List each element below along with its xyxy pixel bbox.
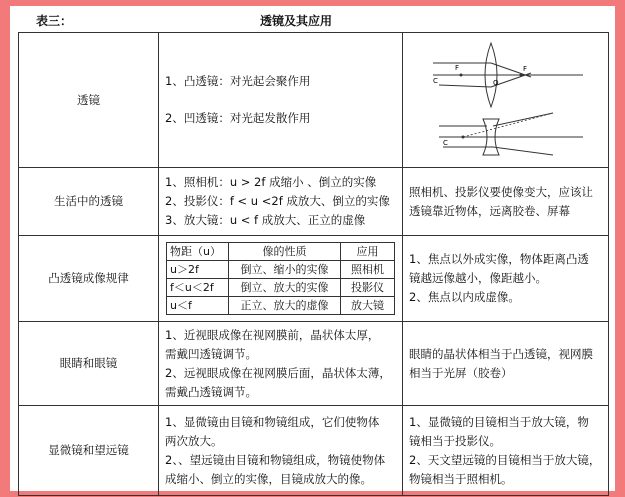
table-row <box>19 322 609 406</box>
row-topic-daily: 生活中的透镜 <box>19 168 159 236</box>
convex-lens-diagram <box>433 43 583 107</box>
row-topic-eye: 眼睛和眼镜 <box>19 322 159 406</box>
table-row <box>167 279 395 297</box>
rule-note <box>403 236 609 322</box>
concave-lens-text: 2、凹透镜：对光起发散作用 <box>165 111 311 125</box>
daily-note <box>403 168 609 236</box>
document-sheet <box>10 6 615 491</box>
c-label-top: C <box>433 77 438 85</box>
lens-ray-diagram <box>403 33 609 161</box>
col-header-image: 像的性质 <box>229 243 341 261</box>
lens-table <box>18 32 609 496</box>
focus-label-right: F <box>523 65 528 73</box>
microscope-text: 两次放大。 <box>165 433 223 448</box>
note-line: 相当于光屏（胶卷） <box>409 365 513 380</box>
eye-note <box>403 322 609 406</box>
application-cell: 照相机 <box>341 261 395 279</box>
eye-description <box>159 322 403 406</box>
telescope-text: 成缩小、倒立的实像，目镜成放大的像。 <box>165 471 372 486</box>
imaging-rule-table <box>166 242 395 315</box>
note-line: 镜越远像越小，像距越小。 <box>409 271 547 285</box>
table-row <box>19 33 609 168</box>
magnifier-text: 3、放大镜：u < f 成放大、正立的虚像 <box>165 213 366 227</box>
concave-lens-diagram <box>439 113 583 155</box>
note-line: 1、显微镜的目镜相当于放大镜，物 <box>409 414 589 429</box>
row-topic-rule: 凸透镜成像规律 <box>19 236 159 322</box>
table-number-label: 表三： <box>36 14 73 28</box>
table-row <box>167 297 395 315</box>
camera-text: 1、照相机：u > 2f 成缩小 、倒立的实像 <box>165 175 377 189</box>
distance-cell: u＜f <box>167 297 229 315</box>
daily-lens-list <box>159 168 403 236</box>
focus-label-left: F <box>455 64 460 72</box>
table-row <box>167 261 395 279</box>
hyperopia-text: 2、远视眼成像在视网膜后面，晶状体太薄， <box>165 365 391 380</box>
table-row <box>19 406 609 496</box>
table-row <box>19 236 609 322</box>
row-topic-scope: 显微镜和望远镜 <box>19 406 159 496</box>
image-cell: 倒立、缩小的实像 <box>229 261 341 279</box>
hyperopia-text: 需戴凸透镜调节。 <box>165 384 257 399</box>
lens-diagram-cell <box>403 33 609 168</box>
c-label-bottom: C <box>443 139 448 147</box>
myopia-text: 1、近视眼成像在视网膜前，晶状体太厚， <box>165 327 380 342</box>
note-line: 眼睛的晶状体相当于凸透镜，视网膜 <box>409 346 593 361</box>
note-line: 2、天文望远镜的目镜相当于放大镜， <box>409 452 601 467</box>
distance-cell: u＞2f <box>167 261 229 279</box>
col-header-distance: 物距（u） <box>167 243 229 261</box>
note-line: 照相机、投影仪要使像变大，应该让 <box>409 184 593 199</box>
note-line: 镜相当于投影仪。 <box>409 433 501 448</box>
col-header-application: 应用 <box>341 243 395 261</box>
scope-note <box>403 406 609 496</box>
application-cell: 放大镜 <box>341 297 395 315</box>
page-title: 透镜及其应用 <box>260 14 333 28</box>
note-line: 透镜靠近物体，远离胶卷、屏幕 <box>409 203 570 218</box>
note-line: 1、焦点以外成实像，物体距离凸透 <box>409 252 589 266</box>
projector-text: 2、投影仪：f < u <2f 成放大、倒立的实像 <box>165 194 390 208</box>
table-row <box>19 168 609 236</box>
note-line: 物镜相当于照相机。 <box>409 471 513 486</box>
distance-cell: f＜u＜2f <box>167 279 229 297</box>
application-cell: 投影仪 <box>341 279 395 297</box>
scope-description <box>159 406 403 496</box>
optical-center-label: O <box>493 79 499 87</box>
microscope-text: 1、显微镜由目镜和物镜组成，它们使物体 <box>165 414 380 429</box>
imaging-rule-cell <box>159 236 403 322</box>
image-cell: 正立、放大的虚像 <box>229 297 341 315</box>
telescope-text: 2、、望远镜由目镜和物镜组成，物镜使物体 <box>165 452 386 467</box>
lens-description <box>159 33 403 168</box>
note-line: 2、焦点以内成虚像。 <box>409 290 520 304</box>
row-topic-lens: 透镜 <box>19 33 159 168</box>
convex-lens-text: 1、凸透镜：对光起会聚作用 <box>165 74 311 88</box>
image-cell: 倒立、放大的实像 <box>229 279 341 297</box>
myopia-text: 需戴凹透镜调节。 <box>165 346 257 361</box>
